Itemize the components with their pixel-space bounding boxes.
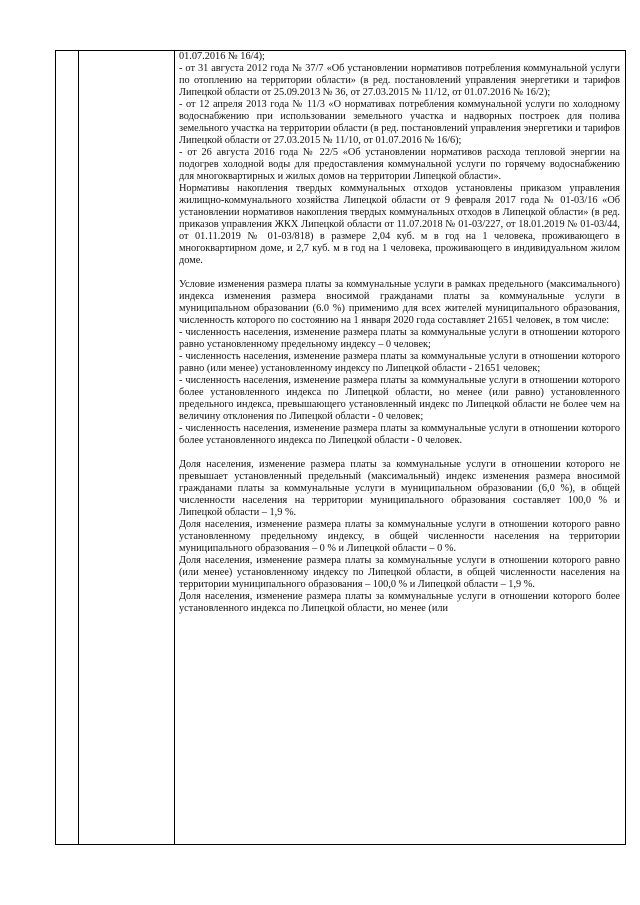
- paragraph: Условие изменения размера платы за коммунальные услуги в рамках предельного (максимального) индекса изменения размера вносимой гражданами платы за коммунальные услуги в муниципальном образовании (6.0 %) применимо для всех жителей муниципального образования, численность которого по состоянию на 1 января 2020 года составляет 21651 человек, в том числе:: [179, 279, 620, 326]
- number-column-cell: [56, 51, 79, 845]
- paragraph: - численность населения, изменение размера платы за коммунальные услуги в отношении которого равно (или менее) установленному индексу по Липецкой области - 21651 человек;: [179, 351, 620, 374]
- document-table: [55, 50, 626, 845]
- paragraph: - численность населения, изменение размера платы за коммунальные услуги в отношении которого равно установленному предельному индексу – 0 человек;: [179, 327, 620, 350]
- paragraph: - от 12 апреля 2013 года № 11/3 «О нормативах потребления коммунальной услуги по холодному водоснабжению при использовании земельного участка и надворных построек для полива земельного участка на территории области (в ред. постановлений управления энергетики и тарифов Липецкой области от 27.03.2015 № 11/10, от 01.07.2016 № 16/6);: [179, 99, 620, 146]
- name-column-cell: [79, 51, 175, 845]
- document-text: [179, 51, 620, 615]
- paragraph: Нормативы накопления твердых коммунальных отходов установлены приказом управления жилищно-коммунального хозяйства Липецкой области от 9 февраля 2017 года № 01-03/16 «Об установлении нормативов накопления твердых коммунальных отходов в Липецкой области» (в ред. приказов управления ЖКХ Липецкой области от 11.07.2018 № 01-03/227, от 18.01.2019 № 01-03/44, от 01.11.2019 № 01-03/818) в размере 2,04 куб. м в год на 1 человека, проживающего в многоквартирном доме, и 2,7 куб. м в год на 1 человека, проживающего в индивидуальном жилом доме.: [179, 183, 620, 266]
- paragraph: Доля населения, изменение размера платы за коммунальные услуги в отношении которого не превышает установленный предельный (максимальный) индекс изменения размера вносимой гражданами платы за коммунальные услуги в муниципальном образовании (6,0 %), в общей численности населения на территории муниципального образования составляет 100,0 % и Липецкой области – 1,9 %.: [179, 459, 620, 518]
- paragraph: 01.07.2016 № 16/4);: [179, 51, 265, 62]
- paragraph: Доля населения, изменение размера платы за коммунальные услуги в отношении которого равно (или менее) установленному индексу по Липецкой области, в общей численности населения на территории муниципального образования – 100,0 % и Липецкой области – 1,9 %.: [179, 555, 620, 590]
- paragraph: - от 31 августа 2012 года № 37/7 «Об установлении нормативов потребления коммунальной услуги по отоплению на территории области» (в ред. постановлений управления энергетики и тарифов Липецкой области от 25.09.2013 № 36, от 27.03.2015 № 11/12, от 01.07.2016 № 16/2);: [179, 63, 620, 98]
- paragraph: - от 26 августа 2016 года № 22/5 «Об установлении нормативов расхода тепловой энергии на подогрев холодной воды для предоставления коммунальной услуги по горячему водоснабжению для многоквартирных и жилых домов на территории Липецкой области».: [179, 147, 620, 182]
- paragraph: Доля населения, изменение размера платы за коммунальные услуги в отношении которого более установленного индекса по Липецкой области, но менее (или: [179, 591, 620, 614]
- paragraph: Доля населения, изменение размера платы за коммунальные услуги в отношении которого равно установленному предельному индексу, в общей численности населения на территории муниципального образования – 0 % и Липецкой области – 0 %.: [179, 519, 620, 554]
- description-column-cell: [175, 51, 626, 845]
- paragraph: - численность населения, изменение размера платы за коммунальные услуги в отношении которого более установленного индекса по Липецкой области - 0 человек.: [179, 423, 620, 446]
- table-row: [56, 51, 626, 845]
- paragraph: - численность населения, изменение размера платы за коммунальные услуги в отношении которого более установленного индекса по Липецкой области, но менее (или равно) установленного предельного индекса, превышающего установленный индекс по Липецкой области не более чем на величину отклонения по Липецкой области - 0 человек;: [179, 375, 620, 422]
